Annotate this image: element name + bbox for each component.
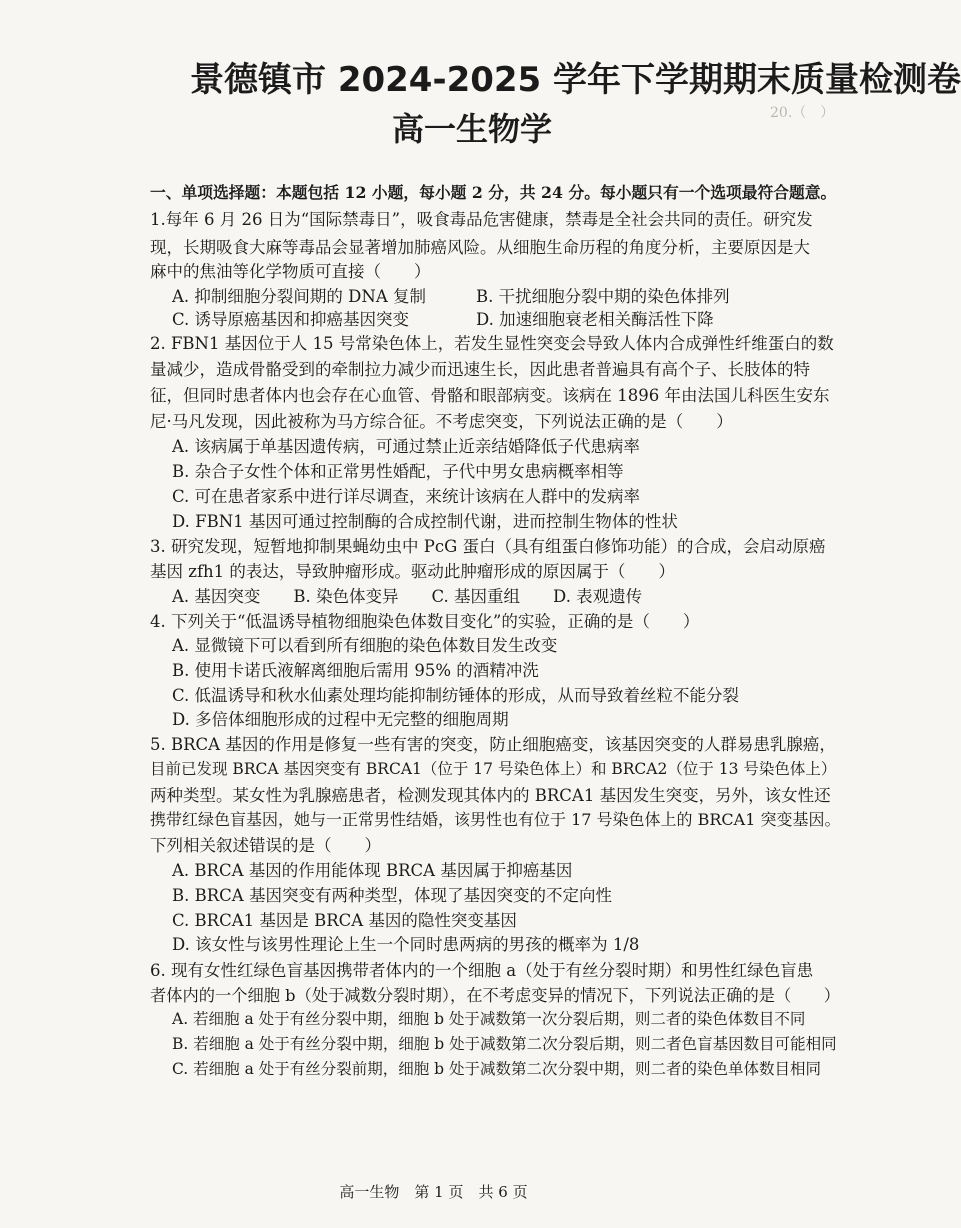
q1-option-a: A. 抑制细胞分裂间期的 DNA 复制 [172, 287, 426, 306]
q6-stem-line-2: 者体内的一个细胞 b（处于减数分裂时期），在不考虑变异的情况下，下列说法正确的是（ ） [150, 986, 840, 1005]
q2-stem-line-1: 2. FBN1 基因位于人 15 号常染色体上，若发生显性突变会导致人体内合成弹性纤维蛋白的数 [150, 334, 834, 353]
q2-option-c: C. 可在患者家系中进行详尽调查，来统计该病在人群中的发病率 [172, 487, 641, 506]
page-footer: 高一生物 第 1 页 共 6 页 [339, 1183, 528, 1201]
q1-option-c: C. 诱导原癌基因和抑癌基因突变 [172, 310, 410, 329]
q4-option-a: A. 显微镜下可以看到所有细胞的染色体数目发生改变 [172, 636, 558, 655]
q1-option-d: D. 加速细胞衰老相关酶活性下降 [476, 310, 714, 329]
q4-option-d: D. 多倍体细胞形成的过程中无完整的细胞周期 [172, 710, 509, 729]
q2-stem-line-2: 量减少，造成骨骼受到的牵制拉力减少而迅速生长，因此患者普遍具有高个子、长肢体的特 [150, 360, 810, 379]
q6-option-b: B. 若细胞 a 处于有丝分裂中期，细胞 b 处于减数第二次分裂后期，则二者色盲基因数目可能相同 [172, 1035, 837, 1053]
q4-option-b: B. 使用卡诺氏液解离细胞后需用 95% 的酒精冲洗 [172, 661, 539, 680]
q5-stem-line-4: 携带红绿色盲基因，她与一正常男性结婚，该男性也有位于 17 号染色体上的 BRCA1 突变基因。 [150, 810, 841, 829]
q5-option-c: C. BRCA1 基因是 BRCA 基因的隐性突变基因 [172, 911, 517, 930]
q5-option-a: A. BRCA 基因的作用能体现 BRCA 基因属于抑癌基因 [172, 861, 573, 880]
q2-option-b: B. 杂合子女性个体和正常男性婚配，子代中男女患病概率相等 [172, 462, 624, 481]
q5-stem-line-3: 两种类型。某女性为乳腺癌患者，检测发现其体内的 BRCA1 基因发生突变，另外，该女性还 [150, 786, 831, 805]
section-heading: 一、单项选择题：本题包括 12 小题，每小题 2 分，共 24 分。每小题只有一个选项最符合题意。 [150, 183, 837, 202]
q1-stem-line-3: 麻中的焦油等化学物质可直接（ ） [150, 262, 431, 281]
q5-stem-line-2: 目前已发现 BRCA 基因突变有 BRCA1（位于 17 号染色体上）和 BRCA2（位于 13 号染色体上） [150, 760, 837, 778]
q3-stem-line-2: 基因 zfh1 的表达，导致肿瘤形成。驱动此肿瘤形成的原因属于（ ） [150, 562, 675, 581]
q2-option-d: D. FBN1 基因可通过控制酶的合成控制代谢，进而控制生物体的性状 [172, 512, 678, 531]
q5-stem-line-1: 5. BRCA 基因的作用是修复一些有害的突变，防止细胞癌变，该基因突变的人群易患乳腺癌， [150, 735, 836, 754]
q5-option-b: B. BRCA 基因突变有两种类型，体现了基因突变的不定向性 [172, 886, 612, 905]
q2-stem-line-4: 尼·马凡发现，因此被称为马方综合征。不考虑突变，下列说法正确的是（ ） [150, 412, 733, 431]
q3-stem-line-1: 3. 研究发现，短暂地抑制果蝇幼虫中 PcG 蛋白（具有组蛋白修饰功能）的合成，会启动原癌 [150, 537, 826, 556]
q6-stem-line-1: 6. 现有女性红绿色盲基因携带者体内的一个细胞 a（处于有丝分裂时期）和男性红绿色盲患 [150, 961, 814, 980]
q1-stem-line-1: 1.每年 6 月 26 日为“国际禁毒日”，吸食毒品危害健康，禁毒是全社会共同的责任。研究发 [150, 210, 813, 229]
q6-option-c: C. 若细胞 a 处于有丝分裂前期，细胞 b 处于减数第二次分裂中期，则二者的染色单体数目相同 [172, 1060, 822, 1078]
q6-option-a: A. 若细胞 a 处于有丝分裂中期，细胞 b 处于减数第一次分裂后期，则二者的染色体数目不同 [172, 1010, 806, 1028]
q5-option-d: D. 该女性与该男性理论上生一个同时患两病的男孩的概率为 1/8 [172, 935, 640, 954]
q4-option-c: C. 低温诱导和秋水仙素处理均能抑制纺锤体的形成，从而导致着丝粒不能分裂 [172, 686, 740, 705]
exam-title: 景德镇市 2024-2025 学年下学期期末质量检测卷 [190, 60, 961, 100]
q1-option-b: B. 干扰细胞分裂中期的染色体排列 [476, 287, 730, 306]
exam-subject: 高一生物学 [392, 110, 553, 148]
q4-stem-line-1: 4. 下列关于“低温诱导植物细胞染色体数目变化”的实验，正确的是（ ） [150, 612, 700, 631]
q5-stem-line-5: 下列相关叙述错误的是（ ） [150, 836, 381, 855]
q2-option-a: A. 该病属于单基因遗传病，可通过禁止近亲结婚降低子代患病率 [172, 437, 640, 456]
q1-stem-line-2: 现，长期吸食大麻等毒品会显著增加肺癌风险。从细胞生命历程的角度分析，主要原因是大 [150, 238, 810, 257]
bleed-through-text: 20.（ ） [770, 105, 835, 121]
q2-stem-line-3: 征，但同时患者体内也会存在心血管、骨骼和眼部病变。该病在 1896 年由法国儿科医生安东 [150, 386, 830, 405]
q3-options: A. 基因突变 B. 染色体变异 C. 基因重组 D. 表观遗传 [172, 587, 643, 606]
